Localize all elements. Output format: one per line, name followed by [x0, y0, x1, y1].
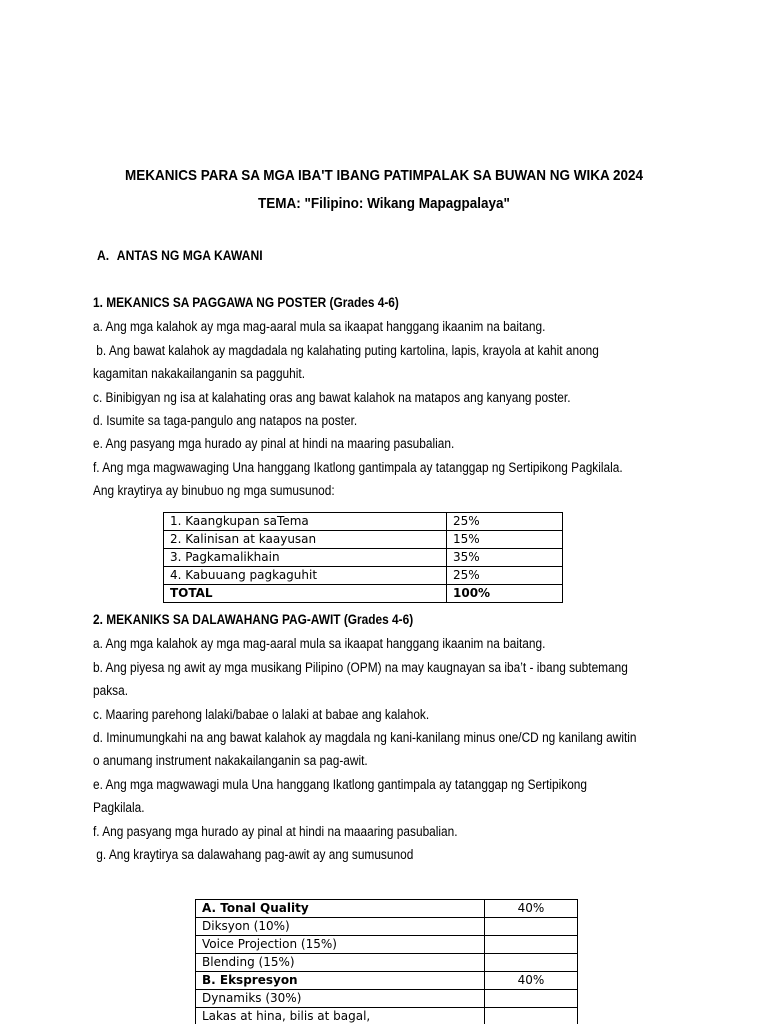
- duet-heading-text: 2. MEKANIKS SA DALAWAHANG PAG-AWIT: [93, 612, 341, 627]
- criteria-value: 35%: [447, 549, 563, 567]
- criteria-label: Lakas at hina, bilis at bagal,: [196, 1008, 485, 1024]
- table-row: [196, 936, 578, 954]
- criteria-label: 4. Kabuuang pagkaguhit: [164, 567, 447, 585]
- table-row: [164, 549, 563, 567]
- poster-heading-text: 1. MEKANICS SA PAGGAWA NG POSTER: [93, 295, 327, 310]
- table-row: [196, 900, 578, 918]
- criteria-total-value: 100%: [447, 585, 563, 603]
- section-a-title: ANTAS NG MGA KAWANI: [116, 248, 263, 263]
- section-a-heading: [97, 248, 263, 263]
- duet-grades: (Grades 4-6): [343, 612, 414, 627]
- criteria-label: Diksyon (10%): [196, 918, 485, 936]
- section-a-letter: A.: [97, 248, 110, 263]
- table-row: [196, 972, 578, 990]
- table-row: [196, 990, 578, 1008]
- poster-heading: [93, 295, 399, 311]
- poster-line-c: c. Binibigyan ng isa at kalahating oras ang bawat kalahok na matapos ang kanyang poster.: [93, 390, 571, 405]
- criteria-label: Blending (15%): [196, 954, 485, 972]
- poster-line-e: e. Ang pasyang mga hurado ay pinal at hindi na maaring pasubalian.: [93, 436, 455, 451]
- criteria-label: 1. Kaangkupan saTema: [164, 513, 447, 531]
- duet-line-a: a. Ang mga kalahok ay mga mag-aaral mula sa ikaapat hanggang ikaanim na baitang.: [93, 636, 546, 651]
- criteria-label: Voice Projection (15%): [196, 936, 485, 954]
- criteria-value: [485, 918, 578, 936]
- duet-line-b: b. Ang piyesa ng awit ay mga musikang Pilipino (OPM) na may kaugnayan sa iba’t - ibang subtemang: [93, 660, 628, 675]
- poster-line-b-cont: kagamitan nakakailanganin sa pagguhit.: [93, 366, 306, 381]
- criteria-value: 25%: [447, 567, 563, 585]
- poster-line-criteria-intro: Ang kraytirya ay binubuo ng mga sumusunod:: [93, 483, 335, 498]
- duet-line-d: d. Iminumungkahi na ang bawat kalahok ay magdala ng kani-kanilang minus one/CD ng kanilang awitin: [93, 730, 637, 745]
- duet-line-g: g. Ang kraytirya sa dalawahang pag-awit ay ang sumusunod: [93, 847, 414, 862]
- poster-line-a: a. Ang mga kalahok ay mga mag-aaral mula sa ikaapat hanggang ikaanim na baitang.: [93, 319, 546, 334]
- duet-line-d-cont: o anumang instrument nakakailanganin sa pag-awit.: [93, 753, 368, 768]
- criteria-value: [485, 936, 578, 954]
- poster-line-b: b. Ang bawat kalahok ay magdadala ng kalahating puting kartolina, lapis, krayola at kahit anong: [93, 343, 599, 358]
- criteria-label: 3. Pagkamalikhain: [164, 549, 447, 567]
- duet-line-b-cont: paksa.: [93, 683, 129, 698]
- table-row: [196, 918, 578, 936]
- criteria-value: [485, 1008, 578, 1024]
- table-row: [164, 513, 563, 531]
- table-row-total: [164, 585, 563, 603]
- criteria-value: 40%: [485, 900, 578, 918]
- criteria-value: [485, 954, 578, 972]
- duet-heading: [93, 612, 413, 628]
- document-theme: TEMA: "Filipino: Wikang Mapagpalaya": [258, 195, 510, 212]
- poster-grades: (Grades 4-6): [329, 295, 399, 310]
- poster-criteria-table: [163, 512, 563, 603]
- table-row: [196, 954, 578, 972]
- table-row: [196, 1008, 578, 1024]
- criteria-label: B. Ekspresyon: [196, 972, 485, 990]
- criteria-value: 25%: [447, 513, 563, 531]
- duet-line-f: f. Ang pasyang mga hurado ay pinal at hindi na maaaring pasubalian.: [93, 824, 458, 839]
- criteria-value: 40%: [485, 972, 578, 990]
- duet-line-c: c. Maaring parehong lalaki/babae o lalaki at babae ang kalahok.: [93, 707, 430, 722]
- document-title: MEKANICS PARA SA MGA IBA'T IBANG PATIMPALAK SA BUWAN NG WIKA 2024: [125, 167, 643, 184]
- duet-line-e: e. Ang mga magwawagi mula Una hanggang Ikatlong gantimpala ay tatanggap ng Sertipikong: [93, 777, 588, 792]
- criteria-value: [485, 990, 578, 1008]
- criteria-total-label: TOTAL: [164, 585, 447, 603]
- duet-line-e-cont: Pagkilala.: [93, 800, 145, 815]
- table-row: [164, 531, 563, 549]
- table-row: [164, 567, 563, 585]
- criteria-label: 2. Kalinisan at kaayusan: [164, 531, 447, 549]
- criteria-label: Dynamiks (30%): [196, 990, 485, 1008]
- poster-line-f: f. Ang mga magwawaging Una hanggang Ikatlong gantimpala ay tatanggap ng Sertipikong Pagkilala.: [93, 460, 623, 475]
- poster-line-d: d. Isumite sa taga-pangulo ang natapos na poster.: [93, 413, 358, 428]
- duet-criteria-table: [195, 899, 578, 1024]
- criteria-value: 15%: [447, 531, 563, 549]
- criteria-label: A. Tonal Quality: [196, 900, 485, 918]
